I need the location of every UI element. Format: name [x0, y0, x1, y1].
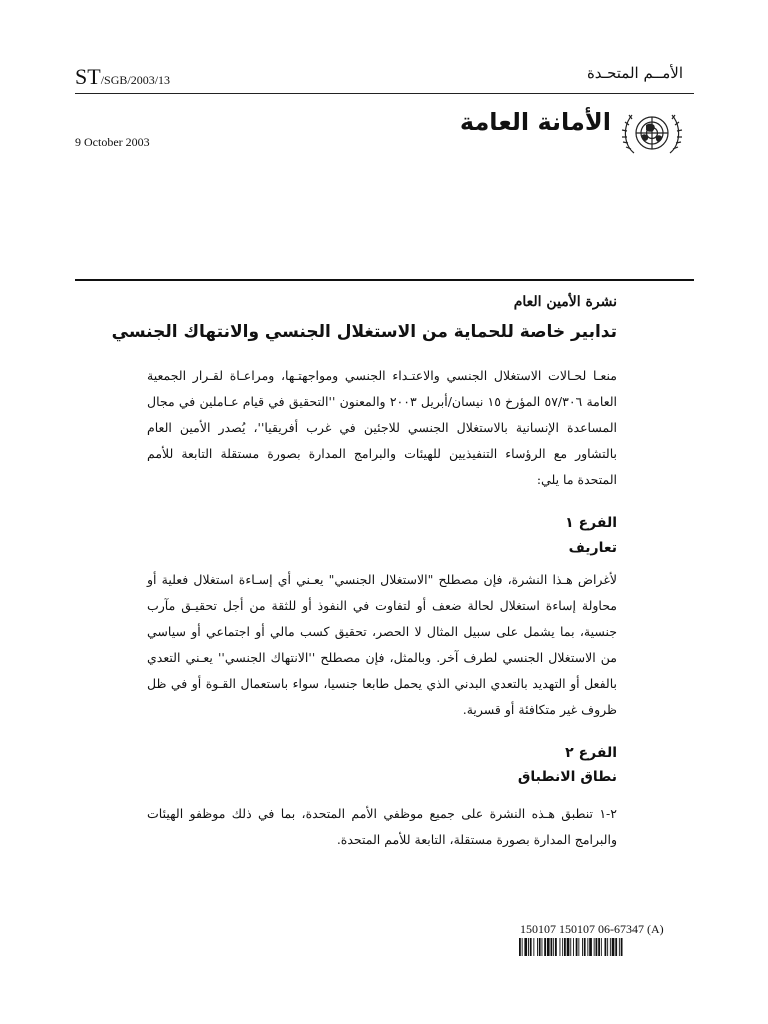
section-2-title: نطاق الانطباق [517, 769, 617, 785]
organization-name: الأمــم المتحـدة [586, 64, 683, 82]
document-symbol [75, 64, 170, 90]
document-symbol-number: /SGB/2003/13 [100, 73, 171, 87]
document-symbol-prefix: ST [75, 64, 101, 89]
bulletin-title: تدابير خاصة للحماية من الاستغلال الجنسي والانتهاك الجنسي [111, 322, 617, 342]
section-1-paragraph: لأغراض هـذا النشرة، فإن مصطلح "الاستغلال الجنسي" يعـني أي إسـاءة استغلال فعلية أو محاولة إساءة استغلال لحالة ضعف أو لتفاوت في النفوذ أو للثقة من أجل تحقيـق مآرب جنسية، بما يشمل على سبيل المثال لا الحصر، تحقيق كسب مالي أو اجتماعي أو سياسي من الاستغلال الجنسي لطرف آخر. وبالمثل، فإن مصطلح ''الانتهاك الجنسي'' يعـني التعدي بالفعل أو التهديد بالتعدي البدني الذي يحمل طابعا جنسيا، سواء باستعمال القـوة أو في ظل ظروف غير متكافئة أو قسرية. [147, 572, 617, 717]
title-rule [75, 279, 694, 281]
secretariat-title: الأمانة العامة [459, 108, 611, 136]
document-job-number: 150107 150107 06-67347 (A) [520, 922, 664, 936]
section-2-number: الفرع ٢ [565, 745, 617, 761]
un-emblem-icon [620, 105, 684, 161]
section-1-title: تعاريف [568, 540, 617, 556]
document-date: 9 October 2003 [75, 135, 150, 149]
header-rule [75, 93, 694, 94]
section-1-number: الفرع ١ [565, 515, 617, 531]
bulletin-kind: نشرة الأمين العام [513, 294, 617, 310]
section-2-paragraph: ٢-١ تنطبق هـذه النشرة على جميع موظفي الأمم المتحدة، بما في ذلك موظفو الهيئات والبرامج المدارة بصورة مستقلة، التابعة للأمم المتحدة. [147, 806, 617, 847]
barcode-icon [519, 938, 694, 956]
intro-paragraph: منعـا لحـالات الاستغلال الجنسي والاعتـداء الجنسي ومواجهتـها، ومراعـاة لقـرار الجمعية العامة ٥٧/٣٠٦ المؤرخ ١٥ نيسان/أبريل ٢٠٠٣ والمعنون ''التحقيق في قيام عـاملين في مجال المساعدة الإنسانية بالاستغلال الجنسي للاجئين في غرب أفريقيا''، يُصدر الأمين العام بالتشاور مع الرؤساء التنفيذيين للهيئات والبرامج المدارة بصورة مستقلة التابعة للأمم المتحدة ما يلي: [147, 368, 618, 487]
